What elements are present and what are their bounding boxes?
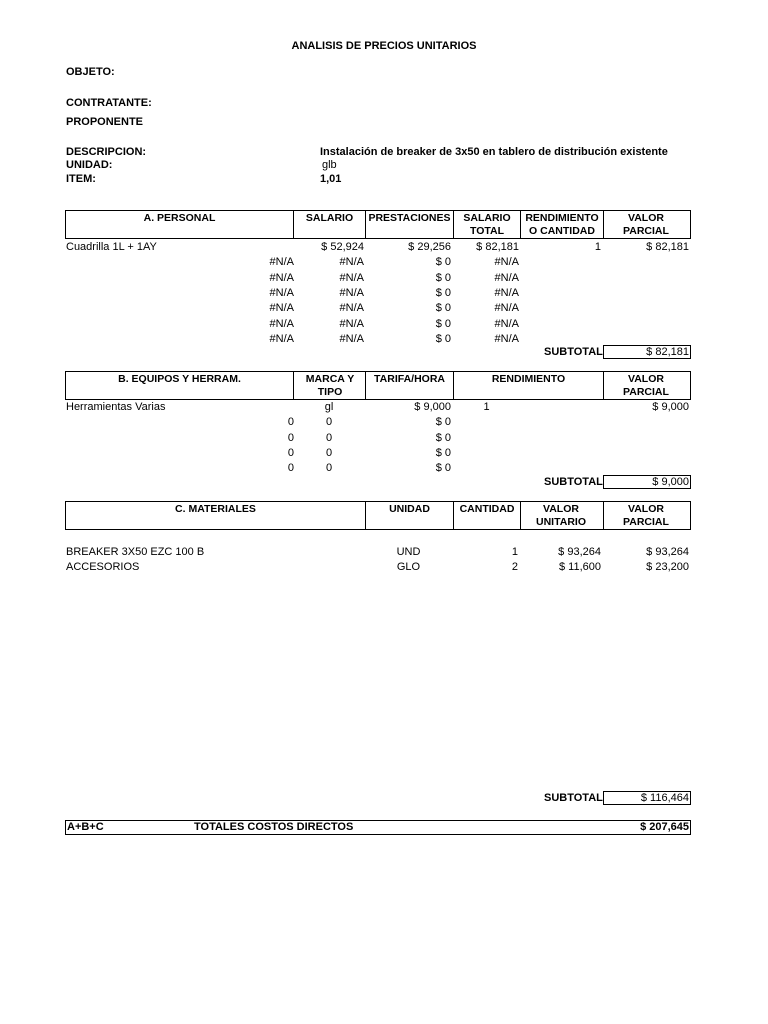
item-value: 1,01 [320, 173, 342, 185]
personal-row-code: #N/A [269, 286, 294, 299]
objeto-label: OBJETO: [66, 66, 115, 78]
totals-box [65, 820, 691, 835]
page-title: ANALISIS DE PRECIOS UNITARIOS [291, 40, 477, 52]
equipos-header-marca: MARCA Y TIPO [305, 373, 355, 398]
equipos-row-tarifa: $ 0 [435, 431, 451, 444]
equipos-row-marca: gl [324, 401, 334, 413]
personal-row-prestaciones: $ 29,256 [408, 241, 451, 253]
materiales-row-cantidad: 2 [511, 561, 518, 574]
proponente-label: PROPONENTE [66, 116, 144, 128]
personal-row-total: #N/A [494, 271, 519, 284]
personal-row-rendimiento: 1 [594, 241, 601, 253]
equipos-row-tarifa: $ 9,000 [414, 401, 451, 413]
equipos-header-desc: B. EQUIPOS Y HERRAM. [118, 373, 241, 385]
totals-code: A+B+C [67, 821, 104, 833]
personal-header-salario: SALARIO [305, 212, 354, 224]
equipos-row-marca: 0 [325, 462, 333, 475]
personal-row-prestaciones: $ 0 [435, 302, 451, 315]
materiales-row-desc: BREAKER 3X50 EZC 100 B [66, 546, 205, 558]
personal-row-total: $ 82,181 [476, 241, 519, 253]
equipos-row-marca: 0 [325, 431, 333, 444]
contratante-label: CONTRATANTE: [66, 97, 152, 109]
personal-row-parcial: $ 82,181 [646, 241, 689, 253]
materiales-row-unitario: $ 11,600 [558, 561, 601, 574]
personal-header-rendimiento: RENDIMIENTO O CANTIDAD [525, 212, 599, 237]
personal-row-salario: #N/A [339, 286, 364, 299]
totals-value: $ 207,645 [640, 821, 689, 833]
totals-label: TOTALES COSTOS DIRECTOS [194, 821, 354, 833]
equipos-row-code: 0 [287, 416, 294, 429]
materiales-row-cantidad: 1 [511, 546, 518, 558]
materiales-header-unidad: UNIDAD [389, 503, 430, 515]
materiales-row-unidad: UND [396, 546, 421, 558]
equipos-header-tarifa: TARIFA/HORA [374, 373, 445, 385]
personal-row-prestaciones: $ 0 [435, 332, 451, 345]
personal-row-salario: #N/A [339, 302, 364, 315]
materiales-row-unidad: GLO [396, 561, 421, 574]
personal-row-salario: #N/A [339, 317, 364, 330]
personal-row-code: #N/A [269, 256, 294, 269]
personal-row-salario: $ 52,924 [321, 241, 364, 253]
descripcion-value: Instalación de breaker de 3x50 en tablero de distribución existente [320, 146, 668, 158]
personal-header-prestaciones: PRESTACIONES [368, 212, 451, 224]
equipos-row-marca: 0 [325, 416, 333, 429]
materiales-header-cantidad: CANTIDAD [459, 503, 515, 515]
materiales-header-valor-unitario: VALOR UNITARIO [536, 503, 586, 528]
equipos-header-rendimiento: RENDIMIENTO [491, 373, 566, 385]
personal-row-prestaciones: $ 0 [435, 286, 451, 299]
equipos-row-tarifa: $ 0 [435, 462, 451, 475]
personal-row-total: #N/A [494, 256, 519, 269]
equipos-row-tarifa: $ 0 [435, 416, 451, 429]
personal-row-total: #N/A [494, 317, 519, 330]
personal-row-prestaciones: $ 0 [435, 317, 451, 330]
equipos-row-rendimiento: 1 [483, 401, 490, 413]
personal-row-salario: #N/A [339, 256, 364, 269]
materiales-header-desc: C. MATERIALES [175, 503, 256, 515]
equipos-row-code: 0 [287, 462, 294, 475]
materiales-row-desc: ACCESORIOS [66, 561, 140, 574]
personal-row-salario: #N/A [339, 332, 364, 345]
materiales-row-unitario: $ 93,264 [558, 546, 601, 558]
personal-header-valor-parcial: VALOR PARCIAL [623, 212, 669, 237]
personal-row-code: #N/A [269, 317, 294, 330]
unidad-value: glb [322, 159, 337, 171]
item-label: ITEM: [66, 173, 96, 185]
personal-row-total: #N/A [494, 332, 519, 345]
personal-row-code: #N/A [269, 302, 294, 315]
unidad-label: UNIDAD: [66, 159, 113, 171]
equipos-header-valor-parcial: VALOR PARCIAL [623, 373, 669, 398]
personal-row-prestaciones: $ 0 [435, 271, 451, 284]
equipos-row-marca: 0 [325, 446, 333, 459]
equipos-row-desc: Herramientas Varias [66, 401, 166, 413]
personal-header-salario-total: SALARIO TOTAL [463, 212, 511, 237]
materiales-row-parcial: $ 23,200 [646, 561, 689, 574]
personal-row-desc: Cuadrilla 1L + 1AY [66, 241, 157, 253]
personal-row-code: #N/A [269, 332, 294, 345]
equipos-row-tarifa: $ 0 [435, 446, 451, 459]
personal-subtotal-label: SUBTOTAL [544, 346, 603, 358]
personal-row-total: #N/A [494, 286, 519, 299]
equipos-subtotal-value: $ 9,000 [652, 476, 689, 488]
materiales-header-valor-parcial: VALOR PARCIAL [623, 503, 669, 528]
materiales-subtotal-label: SUBTOTAL [544, 792, 603, 804]
materiales-row-parcial: $ 93,264 [646, 546, 689, 558]
personal-row-prestaciones: $ 0 [435, 256, 451, 269]
personal-row-code: #N/A [269, 271, 294, 284]
personal-row-total: #N/A [494, 302, 519, 315]
materiales-subtotal-value: $ 116,464 [640, 792, 689, 804]
personal-row-salario: #N/A [339, 271, 364, 284]
personal-subtotal-value: $ 82,181 [646, 346, 689, 358]
equipos-row-code: 0 [287, 446, 294, 459]
equipos-row-parcial: $ 9,000 [652, 401, 689, 413]
equipos-row-code: 0 [287, 431, 294, 444]
descripcion-label: DESCRIPCION: [66, 146, 147, 158]
equipos-subtotal-label: SUBTOTAL [544, 476, 603, 488]
personal-header-desc: A. PERSONAL [143, 212, 216, 224]
